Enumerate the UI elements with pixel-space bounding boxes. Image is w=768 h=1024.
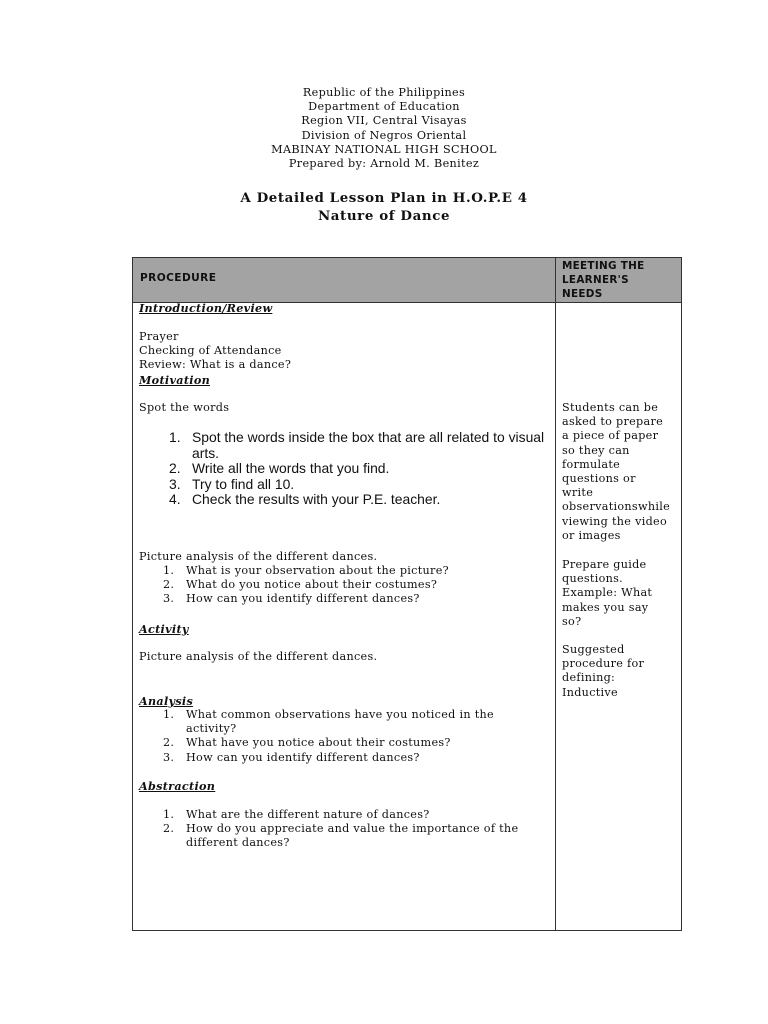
needs-line: Students can be	[562, 401, 659, 414]
list-number: 1.	[163, 708, 175, 721]
needs-line: observationswhile	[562, 500, 671, 514]
list-text: Try to find all 10.	[192, 475, 295, 492]
motivation-intro: Spot the words	[139, 401, 230, 414]
needs-header-line: MEETING THE	[562, 260, 645, 272]
activity-heading: Activity	[139, 622, 189, 636]
list-text: What are the different nature of dances?	[186, 808, 430, 821]
needs-line: write	[562, 486, 594, 500]
list-number: 3.	[163, 592, 175, 606]
list-number: 3.	[169, 475, 181, 492]
list-text-line: arts.	[192, 444, 220, 461]
list-text: What have you notice about their costumes?	[186, 736, 451, 750]
list-text	[186, 708, 494, 736]
list-text: Check the results with your P.E. teacher.	[192, 491, 441, 508]
list-text-line: activity?	[186, 722, 237, 736]
title-line-lesson-plan: A Detailed Lesson Plan in H.O.P.E 4	[240, 190, 528, 206]
header-line-prepared-by: Prepared by: Arnold M. Benitez	[288, 157, 480, 171]
needs-header-line: LEARNER'S	[562, 274, 629, 287]
list-number: 2.	[163, 822, 175, 836]
needs-note-guide-questions	[562, 558, 652, 629]
list-number: 3.	[163, 750, 175, 764]
header-line-region: Region VII, Central Visayas	[301, 114, 467, 128]
needs-line: so they can	[562, 443, 630, 457]
header-line-school: MABINAY NATIONAL HIGH SCHOOL	[271, 142, 497, 156]
activity-text: Picture analysis of the different dances.	[139, 650, 378, 663]
list-number: 4.	[169, 491, 181, 508]
list-text-line: How do you appreciate and value the importance of the	[186, 822, 519, 836]
needs-note-students	[562, 401, 670, 543]
needs-line: viewing the video	[562, 514, 667, 528]
intro-line-prayer: Prayer	[139, 330, 179, 343]
title-line-topic: Nature of Dance	[317, 208, 451, 224]
needs-line: formulate	[562, 457, 621, 471]
needs-line: so?	[562, 614, 582, 628]
header-line-division: Division of Negros Oriental	[301, 128, 467, 142]
list-text: How can you identify different dances?	[186, 592, 420, 606]
list-text: Write all the words that you find.	[192, 460, 390, 477]
needs-line: a piece of paper	[562, 429, 659, 443]
list-text: What do you notice about their costumes?	[186, 578, 438, 592]
needs-note-procedure	[562, 643, 644, 700]
list-text: How can you identify different dances?	[186, 750, 420, 764]
introduction-heading: Introduction/Review	[139, 301, 273, 315]
needs-line: questions.	[562, 572, 624, 586]
needs-line: makes you say	[562, 600, 649, 614]
needs-line: Suggested	[562, 643, 625, 656]
motivation-heading: Motivation	[139, 373, 211, 387]
list-text	[192, 430, 544, 461]
needs-line: Example: What	[562, 586, 653, 600]
needs-line: asked to prepare	[562, 415, 664, 429]
list-number: 2.	[163, 578, 175, 592]
school-header	[0, 86, 768, 171]
list-text	[186, 822, 518, 850]
needs-line: Prepare guide	[562, 558, 647, 571]
procedure-column-header: PROCEDURE	[140, 272, 217, 284]
abstraction-heading: Abstraction	[139, 779, 216, 793]
list-text-line: What common observations have you noticed in the	[186, 708, 494, 721]
header-line-republic: Republic of the Philippines	[302, 86, 466, 99]
picture-analysis-intro: Picture analysis of the different dances.	[139, 550, 378, 563]
intro-line-attendance: Checking of Attendance	[139, 344, 282, 357]
list-number: 1.	[163, 564, 175, 577]
list-number: 1.	[169, 429, 181, 445]
list-number: 2.	[163, 736, 175, 750]
list-number: 1.	[163, 808, 175, 821]
list-text: What is your observation about the picture?	[186, 564, 449, 577]
analysis-heading: Analysis	[139, 694, 194, 708]
list-text-line: Spot the words inside the box that are all related to visual	[192, 429, 545, 445]
list-text-line: different dances?	[186, 836, 290, 850]
needs-column-header	[562, 259, 677, 302]
document-title	[0, 189, 768, 225]
intro-line-review: Review: What is a dance?	[139, 358, 292, 371]
column-divider	[555, 258, 556, 930]
header-line-department: Department of Education	[308, 100, 460, 114]
needs-header-line: NEEDS	[562, 288, 603, 301]
needs-line: questions or	[562, 472, 636, 486]
needs-line: or images	[562, 528, 621, 542]
needs-line: Inductive	[562, 685, 618, 699]
procedure-cell	[139, 258, 551, 930]
needs-line: procedure for	[562, 657, 645, 671]
needs-line: defining:	[562, 671, 616, 685]
list-number: 2.	[169, 460, 181, 477]
